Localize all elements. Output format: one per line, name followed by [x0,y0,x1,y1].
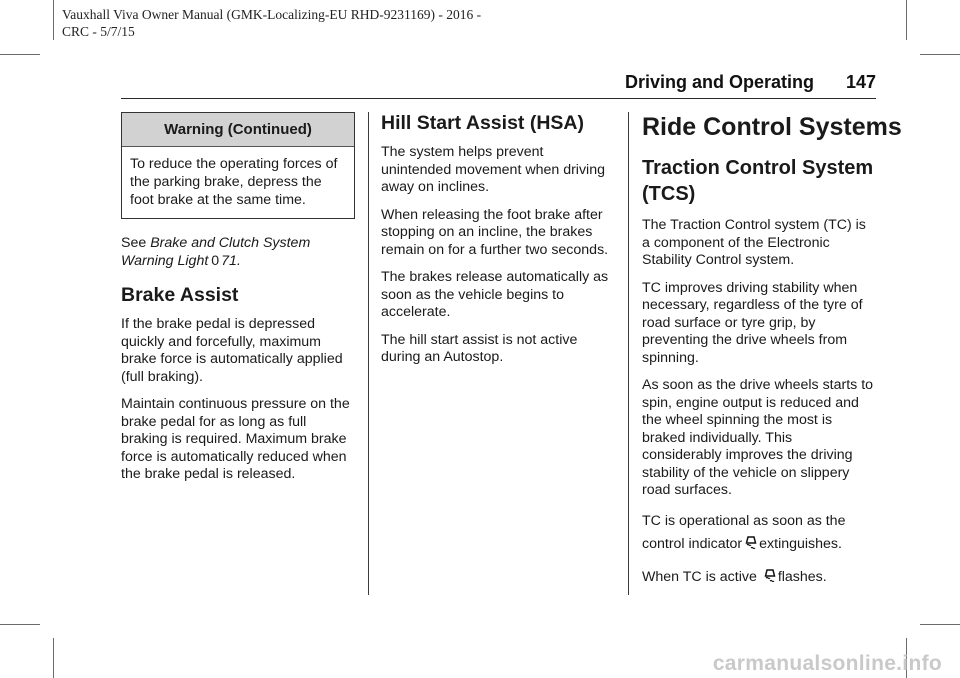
traction-control-icon [764,569,776,583]
running-header [121,72,876,99]
crop-mark [0,624,40,625]
crop-mark [0,54,40,55]
tcs-p4-end: extinguishes. [759,535,842,552]
tcs-p5-end: flashes. [777,568,827,585]
column-divider [368,112,369,595]
crop-mark [53,0,54,40]
document-meta [62,6,481,40]
warning-box [121,112,355,219]
column-1 [121,112,355,494]
meta-line-1: Vauxhall Viva Owner Manual (GMK-Localizing-EU RHD-9231169) - 2016 - [62,7,482,22]
crop-mark [920,624,960,625]
brake-assist-paragraph-1: If the brake pedal is depressed quickly and forcefully, maximum brake force is automatically applied (full braking). [121,316,343,385]
column-divider [628,112,629,595]
cross-reference: See Brake and Clutch System Warning Light 0 71. [121,235,311,269]
tcs-heading: Traction Control System (TCS) [642,157,874,205]
crop-mark [53,638,54,678]
warning-text: To reduce the operating forces of the parking brake, depress the foot brake at the same time. [130,156,338,208]
watermark: carmanualsonline.info [712,652,942,675]
page-number: 147 [845,72,876,92]
warning-title: Warning (Continued) [122,113,354,147]
chapter-heading: Ride Control Systems [642,113,902,141]
see-prefix: See [121,235,151,251]
brake-assist-heading: Brake Assist [121,284,239,306]
column-3 [642,112,902,599]
tcs-paragraph-4 [642,510,874,556]
tcs-paragraph-2: TC improves driving stability when necessary, regardless of the tyre of road surface or tyre grip, by preventing the drive wheels from spinning. [642,279,863,366]
crop-mark [920,54,960,55]
hsa-paragraph-2: When releasing the foot brake after stopping on an incline, the brakes remain on for a further two seconds. [381,206,609,258]
cross-reference-link[interactable]: Brake and Clutch System Warning Light [121,235,311,269]
tcs-p4-text: TC is operational as soon as the control indicator [642,512,846,552]
cross-reference-page[interactable]: 71 [221,252,237,269]
traction-control-icon [745,536,757,550]
tcs-p5-text: When TC is active [642,568,757,585]
tcs-paragraph-3: As soon as the drive wheels starts to spin, engine output is reduced and the wheel spinning the most is braked individually. This considerably improves the driving stability of the vehicle on slippery road surfaces. [642,377,874,498]
page-arrow-icon: 0 [211,252,220,269]
tcs-paragraph-1: The Traction Control system (TC) is a component of the Electronic Stability Control system. [642,217,866,268]
brake-assist-paragraph-2: Maintain continuous pressure on the brake pedal for as long as full braking is required. Maximum brake force is automatically reduced when the brake pedal is released. [121,396,350,482]
hsa-paragraph-1: The system helps prevent unintended movement when driving away on inclines. [381,144,605,195]
section-title: Driving and Operating [624,72,814,92]
crop-mark [906,0,907,40]
column-2 [381,112,615,377]
hsa-paragraph-3: The brakes release automatically as soon as the vehicle begins to accelerate. [381,269,609,320]
hsa-paragraph-4: The hill start assist is not active during an Autostop. [381,331,578,365]
meta-line-2: CRC - 5/7/15 [62,24,135,39]
tcs-paragraph-5 [642,566,874,589]
hsa-heading: Hill Start Assist (HSA) [381,112,584,134]
